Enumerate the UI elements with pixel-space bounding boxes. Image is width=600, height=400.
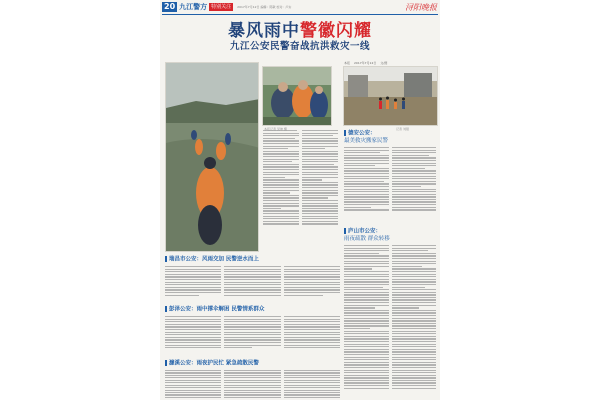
text-column bbox=[284, 266, 340, 302]
text-column bbox=[165, 316, 221, 356]
photo-credit: 记者 刘强 bbox=[396, 127, 409, 131]
subheadline: 九江公安民警奋战抗洪救灾一线 bbox=[229, 41, 370, 52]
body-text-lead bbox=[263, 130, 338, 245]
body-text-dean bbox=[344, 147, 436, 223]
story-title-lushan bbox=[344, 228, 436, 243]
body-text-pengze bbox=[165, 316, 340, 356]
flood-street-photo-image bbox=[344, 67, 438, 126]
subtitle-marker bbox=[165, 360, 167, 366]
header-rule bbox=[162, 14, 438, 15]
text-column bbox=[263, 130, 299, 245]
text-column bbox=[392, 147, 437, 223]
page-number: 20 bbox=[164, 2, 176, 11]
text-column bbox=[165, 266, 221, 302]
text-column bbox=[165, 370, 221, 398]
main-rescue-photo-image bbox=[166, 63, 259, 252]
section-name: 九江警方 bbox=[179, 3, 208, 11]
body-text-ruichang bbox=[165, 266, 340, 302]
subtitle-marker bbox=[165, 306, 167, 312]
text-column bbox=[224, 370, 280, 398]
text-column bbox=[224, 266, 280, 302]
story-title-ruichang bbox=[165, 256, 340, 264]
text-column bbox=[392, 245, 437, 395]
story-title-dean-sub: 最美救灾搬家民警 bbox=[344, 137, 389, 144]
story-title-pengze bbox=[165, 306, 340, 314]
story-title-dean-text: 德安公安： bbox=[348, 130, 376, 137]
story-title-lushan-text: 庐山市公安： bbox=[348, 228, 382, 235]
story-title-pengze-text: 彭泽公安： bbox=[169, 306, 197, 313]
subtitle-marker bbox=[344, 228, 346, 234]
story-title-pengze-sub: 雨中撑伞解困 民警情系群众 bbox=[196, 306, 265, 313]
section-kicker: 特别关注 bbox=[211, 4, 232, 10]
text-column bbox=[224, 316, 280, 356]
text-column bbox=[344, 147, 389, 223]
dateline: 2017年7月12日 编辑：陈敏 校对：卢实 bbox=[237, 5, 292, 9]
story-title-lianxi bbox=[165, 360, 340, 368]
text-column bbox=[284, 316, 340, 356]
body-text-lianxi bbox=[165, 370, 340, 398]
rescue-photo-small-image bbox=[263, 67, 332, 126]
byline-item: 本报 bbox=[344, 61, 351, 65]
byline bbox=[344, 61, 387, 65]
headline-part-2: 警徽闪耀 bbox=[300, 21, 372, 41]
photo-caption: 本报记者 吴坤 摄 bbox=[264, 127, 287, 131]
rescue-photo-small bbox=[262, 66, 332, 126]
body-text-lushan bbox=[344, 245, 436, 395]
subtitle-marker bbox=[344, 130, 346, 136]
text-column bbox=[302, 130, 338, 245]
story-title-lushan-sub: 雨夜疏散 群众转移 bbox=[344, 235, 390, 242]
text-column bbox=[284, 370, 340, 398]
flood-street-photo bbox=[343, 66, 438, 126]
story-title-ruichang-text: 瑞昌市公安：风雨交加 民警逆水而上 bbox=[169, 256, 259, 263]
story-title-lianxi-text: 濂溪公安： bbox=[169, 360, 197, 367]
headline-part-1: 暴风雨中 bbox=[228, 21, 300, 41]
newspaper-page bbox=[160, 0, 440, 400]
byline-item: 文/图 bbox=[380, 61, 388, 65]
text-column bbox=[344, 245, 389, 395]
story-title-lianxi-sub: 雨夜护民忙 紧急疏散民警 bbox=[196, 360, 259, 367]
masthead-logo: 浔阳晚报 bbox=[405, 2, 437, 12]
story-title-dean bbox=[344, 130, 436, 145]
subtitle-marker bbox=[165, 256, 167, 262]
main-rescue-photo bbox=[165, 62, 259, 252]
byline-item: 2017年7月12日 bbox=[354, 61, 377, 65]
page-header bbox=[160, 0, 440, 14]
